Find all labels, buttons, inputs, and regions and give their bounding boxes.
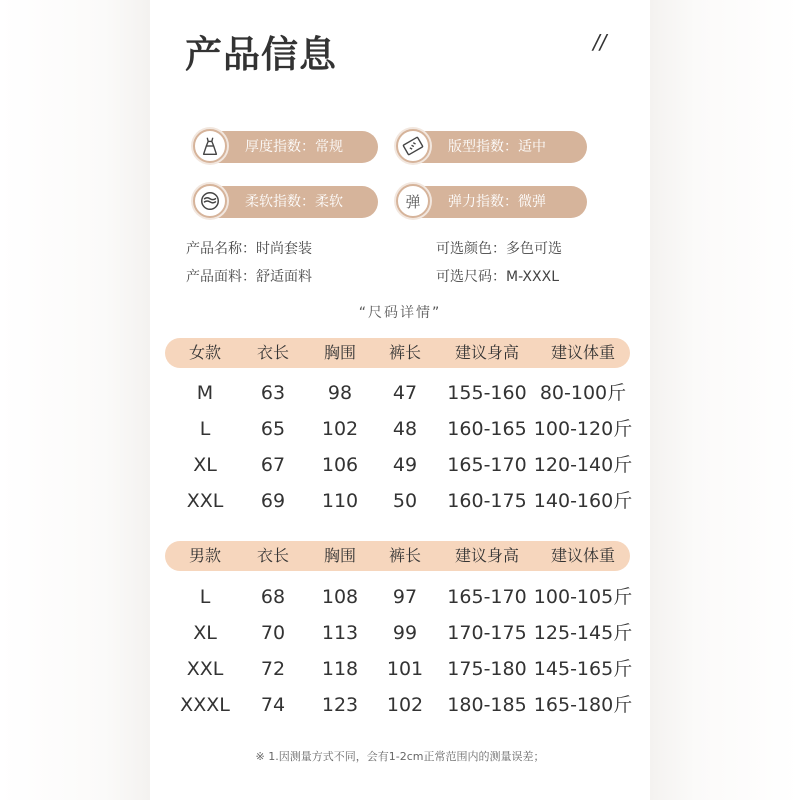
table-cell: 165-180斤 [533,694,633,716]
table-cell: 155-160 [447,382,527,404]
women-header-bust: 胸围 [323,343,357,362]
table-cell: 165-170 [447,454,527,476]
table-cell: 160-165 [447,418,527,440]
table-cell: 97 [392,586,418,608]
softness-badge-label: 柔软指数：柔软 [245,194,343,210]
men-header-pants: 裤长 [388,546,422,565]
table-cell: 120-140斤 [533,454,633,476]
table-cell: 74 [260,694,286,716]
table-cell: 72 [260,658,286,680]
table-cell: M [196,382,214,404]
table-row [165,450,633,480]
table-cell: 165-170 [447,586,527,608]
table-cell: XXL [186,490,224,512]
product-sizes: 可选尺码：M-XXXL [436,269,560,285]
product-colors: 可选颜色：多色可选 [436,241,562,257]
table-cell: XXXL [180,694,230,716]
women-header-style: 女款 [188,343,222,362]
table-cell: 160-175 [447,490,527,512]
elastic-icon [396,184,430,218]
table-cell: 110 [321,490,359,512]
men-header-height: 建议身高 [454,546,520,565]
table-cell: XL [193,622,217,644]
thickness-badge [195,131,378,163]
table-row [165,690,633,720]
table-cell: 101 [386,658,424,680]
men-header-bust: 胸围 [323,546,357,565]
left-margin [0,0,150,800]
table-cell: 100-105斤 [533,586,633,608]
product-info-card [150,0,650,800]
table-cell: 170-175 [447,622,527,644]
fit-badge-label: 版型指数：适中 [448,139,546,155]
table-row [165,618,633,648]
table-row [165,414,633,444]
measurement-note: ※ 1.因测量方式不同，会有1-2cm正常范围内的测量误差； [255,750,545,763]
product-name: 产品名称：时尚套装 [186,241,312,257]
table-cell: 140-160斤 [533,490,633,512]
product-fabric: 产品面料：舒适面料 [186,269,312,285]
table-cell: 123 [321,694,359,716]
table-cell: 118 [321,658,359,680]
table-cell: XL [193,454,217,476]
men-header-weight: 建议体重 [550,546,616,565]
right-margin [650,0,800,800]
table-cell: 48 [392,418,418,440]
men-table-header [165,541,630,571]
page-title: 产品信息 [185,33,337,76]
table-cell: 106 [321,454,359,476]
women-header-pants: 裤长 [388,343,422,362]
table-cell: 63 [260,382,286,404]
table-row [165,378,630,408]
table-cell: 69 [260,490,286,512]
table-cell: 99 [392,622,418,644]
table-cell: 113 [321,622,359,644]
table-cell: L [199,418,211,440]
table-cell: 180-185 [447,694,527,716]
dress-icon [193,129,227,163]
women-table-header [165,338,630,368]
table-cell: 175-180 [447,658,527,680]
table-cell: 68 [260,586,286,608]
elasticity-badge [398,186,587,218]
table-cell: 98 [327,382,353,404]
table-cell: L [199,586,211,608]
table-cell: 47 [392,382,418,404]
fit-badge [398,131,587,163]
waves-icon [193,184,227,218]
table-cell: 102 [321,418,359,440]
women-header-weight: 建议体重 [550,343,616,362]
table-row [165,654,633,684]
table-cell: 80-100斤 [539,382,627,404]
men-header-length: 衣长 [256,546,290,565]
table-row [165,582,633,612]
table-cell: 50 [392,490,418,512]
table-cell: XXL [186,658,224,680]
elastic-icon-text: 弹 [405,192,421,211]
softness-badge [195,186,378,218]
men-header-style: 男款 [188,546,222,565]
table-cell: 145-165斤 [533,658,633,680]
women-header-length: 衣长 [256,343,290,362]
table-cell: 108 [321,586,359,608]
table-cell: 49 [392,454,418,476]
women-header-height: 建议身高 [454,343,520,362]
table-cell: 125-145斤 [533,622,633,644]
table-row [165,486,633,516]
table-cell: 70 [260,622,286,644]
table-cell: 100-120斤 [533,418,633,440]
table-cell: 65 [260,418,286,440]
table-cell: 102 [386,694,424,716]
elasticity-badge-label: 弹力指数：微弹 [448,194,546,210]
thickness-badge-label: 厚度指数：常规 [245,139,343,155]
table-cell: 67 [260,454,286,476]
ruler-icon [396,129,430,163]
title-mark: // [593,30,607,54]
size-section-title: “尺码详情” [358,305,442,321]
